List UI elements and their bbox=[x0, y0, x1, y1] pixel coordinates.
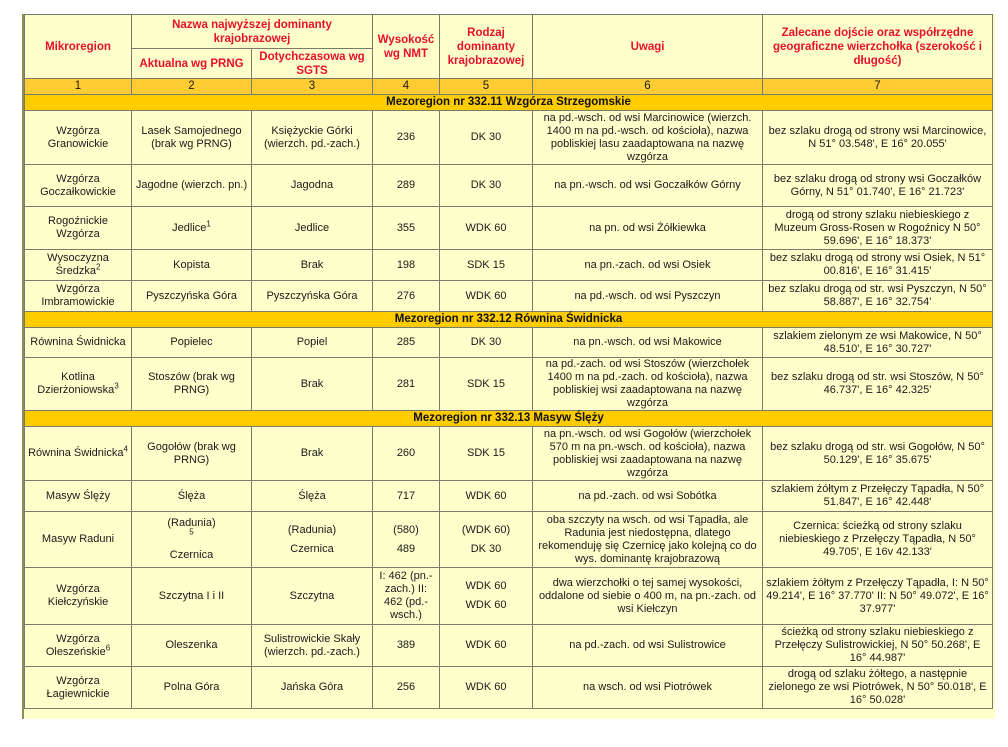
column-number: 2 bbox=[132, 79, 252, 95]
cell-uwagi: na pd.-zach. od wsi Stoszów (wierzchołek 1400 m na pd.-zach. od kościoła), nazwa pobliskiej wsi zaadaptowana na nazwę wzgórza bbox=[533, 358, 763, 411]
mezoregion-title: Mezoregion nr 332.13 Masyw Ślęży bbox=[25, 411, 993, 427]
cell-mikroregion: Wzgórza Kiełczyńskie bbox=[25, 568, 132, 625]
cell-aktualna: Jedlice$^1$ bbox=[132, 207, 252, 250]
mezoregion-title: Mezoregion nr 332.11 Wzgórza Strzegomskie bbox=[25, 95, 993, 111]
cell-dojscie: drogą od strony szlaku niebieskiego z Muzeum Gross-Rosen w Rogoźnicy N 50° 59.696', E 16° 18.373' bbox=[763, 207, 993, 250]
cell-dotychczasowa: Szczytna bbox=[252, 568, 373, 625]
cell-mikroregion: Wzgórza Goczałkowickie bbox=[25, 165, 132, 207]
cell-wysokosc: 260 bbox=[373, 427, 440, 481]
column-number: 3 bbox=[252, 79, 373, 95]
cell-dotychczasowa: Pyszczyńska Góra bbox=[252, 281, 373, 312]
cell-dotychczasowa: Ślęża bbox=[252, 481, 373, 512]
cell-uwagi: na pn.-wsch. od wsi Makowice bbox=[533, 328, 763, 358]
cell-wysokosc: I: 462 (pn.-zach.) II: 462 (pd.-wsch.) bbox=[373, 568, 440, 625]
cell-mikroregion: Masyw Ślęży bbox=[25, 481, 132, 512]
cell-mikroregion: Kotlina Dzierżoniowska$^3$ bbox=[25, 358, 132, 411]
cell-aktualna: Gogołów (brak wg PRNG) bbox=[132, 427, 252, 481]
header-aktualna: Aktualna wg PRNG bbox=[132, 49, 252, 79]
mezoregion-title: Mezoregion nr 332.12 Równina Świdnicka bbox=[25, 312, 993, 328]
cell-dotychczasowa: Brak bbox=[252, 358, 373, 411]
cell-aktualna: Kopista bbox=[132, 250, 252, 281]
mezoregion-row bbox=[25, 95, 993, 111]
cell-aktualna: Pyszczyńska Góra bbox=[132, 281, 252, 312]
cell-dojscie: bez szlaku drogą od strony wsi Goczałków Górny, N 51° 01.740', E 16° 21.723' bbox=[763, 165, 993, 207]
mezoregion-row bbox=[25, 312, 993, 328]
cell-dojscie: bez szlaku drogą od str. wsi Pyszczyn, N 50° 58.887', E 16° 32.754' bbox=[763, 281, 993, 312]
cell-uwagi: na pd.-zach. od wsi Sulistrowice bbox=[533, 625, 763, 667]
cell-wysokosc: 281 bbox=[373, 358, 440, 411]
cell-mikroregion: Równina Świdnicka$^4$ bbox=[25, 427, 132, 481]
cell-rodzaj: (WDK 60) DK 30 bbox=[440, 512, 533, 568]
cell-wysokosc: 198 bbox=[373, 250, 440, 281]
cell-dotychczasowa: Jagodna bbox=[252, 165, 373, 207]
cell-dojscie: szlakiem zielonym ze wsi Makowice, N 50° 48.510', E 16° 30.727' bbox=[763, 328, 993, 358]
cell-rodzaj: WDK 60 bbox=[440, 667, 533, 709]
cell-rodzaj: SDK 15 bbox=[440, 358, 533, 411]
cell-dojscie: szlakiem żółtym z Przełęczy Tąpadła, N 50° 51.847', E 16° 42.448' bbox=[763, 481, 993, 512]
cell-rodzaj: SDK 15 bbox=[440, 427, 533, 481]
table-row bbox=[25, 111, 993, 165]
header-dotychczasowa: Dotychczasowa wg SGTS bbox=[252, 49, 373, 79]
cell-wysokosc: 289 bbox=[373, 165, 440, 207]
table-row bbox=[25, 512, 993, 568]
cell-wysokosc: 236 bbox=[373, 111, 440, 165]
cell-dotychczasowa: Sulistrowickie Skały (wierzch. pd.-zach.) bbox=[252, 625, 373, 667]
cell-uwagi: na pd.-wsch. od wsi Marcinowice (wierzch. 1400 m na pd.-wsch. od kościoła), nazwa pobliskiej lasu zaadaptowana na nazwę wzgórza bbox=[533, 111, 763, 165]
table-row bbox=[25, 625, 993, 667]
cell-rodzaj: WDK 60 WDK 60 bbox=[440, 568, 533, 625]
table-row bbox=[25, 207, 993, 250]
cell-uwagi: na pn.-wsch. od wsi Goczałków Górny bbox=[533, 165, 763, 207]
cell-dojscie: Czernica: ścieżką od strony szlaku niebieskiego z Przełęczy Tąpadła, N 50° 49.705', E 16v 42.133' bbox=[763, 512, 993, 568]
column-number: 4 bbox=[373, 79, 440, 95]
cell-rodzaj: WDK 60 bbox=[440, 207, 533, 250]
table-container bbox=[22, 14, 995, 719]
table-row bbox=[25, 281, 993, 312]
cell-wysokosc: 355 bbox=[373, 207, 440, 250]
cell-rodzaj: DK 30 bbox=[440, 328, 533, 358]
cell-dojscie: ścieżką od strony szlaku niebieskiego z Przełęczy Sulistrowickiej, N 50° 50.268', E 16° 44.987' bbox=[763, 625, 993, 667]
cell-aktualna: Polna Góra bbox=[132, 667, 252, 709]
cell-dotychczasowa: Brak bbox=[252, 250, 373, 281]
cell-aktualna: Szczytna I i II bbox=[132, 568, 252, 625]
mezoregion-row bbox=[25, 411, 993, 427]
cell-dotychczasowa: Księżyckie Górki (wierzch. pd.-zach.) bbox=[252, 111, 373, 165]
cell-wysokosc: 276 bbox=[373, 281, 440, 312]
cell-mikroregion: Wzgórza Łagiewnickie bbox=[25, 667, 132, 709]
cell-aktualna: Stoszów (brak wg PRNG) bbox=[132, 358, 252, 411]
cell-wysokosc: 256 bbox=[373, 667, 440, 709]
column-numbers-row bbox=[25, 79, 993, 95]
column-number: 1 bbox=[25, 79, 132, 95]
cell-dojscie: bez szlaku drogą od strony wsi Osiek, N 51° 00.816', E 16° 31.415' bbox=[763, 250, 993, 281]
cell-dojscie: bez szlaku drogą od str. wsi Gogołów, N 50° 50.129', E 16° 35.675' bbox=[763, 427, 993, 481]
table-row bbox=[25, 481, 993, 512]
header-rodzaj: Rodzaj dominanty krajobrazowej bbox=[440, 15, 533, 79]
cell-dotychczasowa: Jańska Góra bbox=[252, 667, 373, 709]
cell-rodzaj: WDK 60 bbox=[440, 481, 533, 512]
cell-uwagi: na pn. od wsi Żółkiewka bbox=[533, 207, 763, 250]
table-row bbox=[25, 427, 993, 481]
cell-aktualna: Jagodne (wierzch. pn.) bbox=[132, 165, 252, 207]
dominanty-table bbox=[24, 14, 993, 709]
cell-wysokosc: 389 bbox=[373, 625, 440, 667]
table-row bbox=[25, 250, 993, 281]
header-dojscie: Zalecane dojście oraz współrzędne geograficzne wierzchołka (szerokość i długość) bbox=[763, 15, 993, 79]
column-number: 5 bbox=[440, 79, 533, 95]
table-row bbox=[25, 165, 993, 207]
cell-uwagi: na pd.-wsch. od wsi Pyszczyn bbox=[533, 281, 763, 312]
cell-mikroregion: Masyw Raduni bbox=[25, 512, 132, 568]
cell-aktualna: (Radunia) $^5$ Czernica bbox=[132, 512, 252, 568]
cell-aktualna: Oleszenka bbox=[132, 625, 252, 667]
cell-dojscie: bez szlaku drogą od str. wsi Stoszów, N 50° 46.737', E 16° 42.325' bbox=[763, 358, 993, 411]
cell-dotychczasowa: (Radunia) Czernica bbox=[252, 512, 373, 568]
header-nazwa-group: Nazwa najwyższej dominanty krajobrazowej bbox=[132, 15, 373, 49]
cell-uwagi: dwa wierzchołki o tej samej wysokości, oddalone od siebie o 400 m, na pn.-zach. od wsi Kiełczyn bbox=[533, 568, 763, 625]
cell-mikroregion: Rogoźnickie Wzgórza bbox=[25, 207, 132, 250]
cell-dotychczasowa: Brak bbox=[252, 427, 373, 481]
cell-aktualna: Lasek Samojednego (brak wg PRNG) bbox=[132, 111, 252, 165]
cell-dotychczasowa: Popiel bbox=[252, 328, 373, 358]
header-wysokosc: Wysokość wg NMT bbox=[373, 15, 440, 79]
column-number: 7 bbox=[763, 79, 993, 95]
cell-dojscie: szlakiem żółtym z Przełęczy Tąpadła, I: N 50° 49.214', E 16° 37.770' II: N 50° 49.072', E 16° 37.977' bbox=[763, 568, 993, 625]
header-uwagi: Uwagi bbox=[533, 15, 763, 79]
cell-aktualna: Ślęża bbox=[132, 481, 252, 512]
cell-dojscie: bez szlaku drogą od strony wsi Marcinowice, N 51° 03.548', E 16° 20.055' bbox=[763, 111, 993, 165]
column-number: 6 bbox=[533, 79, 763, 95]
cell-rodzaj: WDK 60 bbox=[440, 281, 533, 312]
table-row bbox=[25, 667, 993, 709]
cell-rodzaj: DK 30 bbox=[440, 165, 533, 207]
cell-mikroregion: Wzgórza Imbramowickie bbox=[25, 281, 132, 312]
cell-wysokosc: 285 bbox=[373, 328, 440, 358]
cell-mikroregion: Równina Świdnicka bbox=[25, 328, 132, 358]
cell-rodzaj: SDK 15 bbox=[440, 250, 533, 281]
cell-uwagi: oba szczyty na wsch. od wsi Tąpadła, ale Radunia jest niedostępna, dlatego rekomenduję się Czernicę jako kolejną co do wys. dominantę krajobrazową bbox=[533, 512, 763, 568]
cell-uwagi: na pd.-zach. od wsi Sobótka bbox=[533, 481, 763, 512]
cell-uwagi: na pn.-zach. od wsi Osiek bbox=[533, 250, 763, 281]
cell-mikroregion: Wzgórza Granowickie bbox=[25, 111, 132, 165]
table-row bbox=[25, 328, 993, 358]
table-row bbox=[25, 358, 993, 411]
cell-rodzaj: WDK 60 bbox=[440, 625, 533, 667]
cell-aktualna: Popielec bbox=[132, 328, 252, 358]
cell-dotychczasowa: Jedlice bbox=[252, 207, 373, 250]
cell-rodzaj: DK 30 bbox=[440, 111, 533, 165]
header-mikroregion: Mikroregion bbox=[25, 15, 132, 79]
cell-mikroregion: Wysoczyzna Średzka$^2$ bbox=[25, 250, 132, 281]
cell-uwagi: na pn.-wsch. od wsi Gogołów (wierzchołek 570 m na pn.-wsch. od kościoła), nazwa pobliskiej wsi zaadaptowana na nazwę wzgórza bbox=[533, 427, 763, 481]
cell-uwagi: na wsch. od wsi Piotrówek bbox=[533, 667, 763, 709]
cell-dojscie: drogą od szlaku żółtego, a następnie zielonego ze wsi Piotrówek, N 50° 50.018', E 16° 50.028' bbox=[763, 667, 993, 709]
cell-wysokosc: (580) 489 bbox=[373, 512, 440, 568]
cell-mikroregion: Wzgórza Oleszeńskie$^6$ bbox=[25, 625, 132, 667]
cell-wysokosc: 717 bbox=[373, 481, 440, 512]
table-row bbox=[25, 568, 993, 625]
